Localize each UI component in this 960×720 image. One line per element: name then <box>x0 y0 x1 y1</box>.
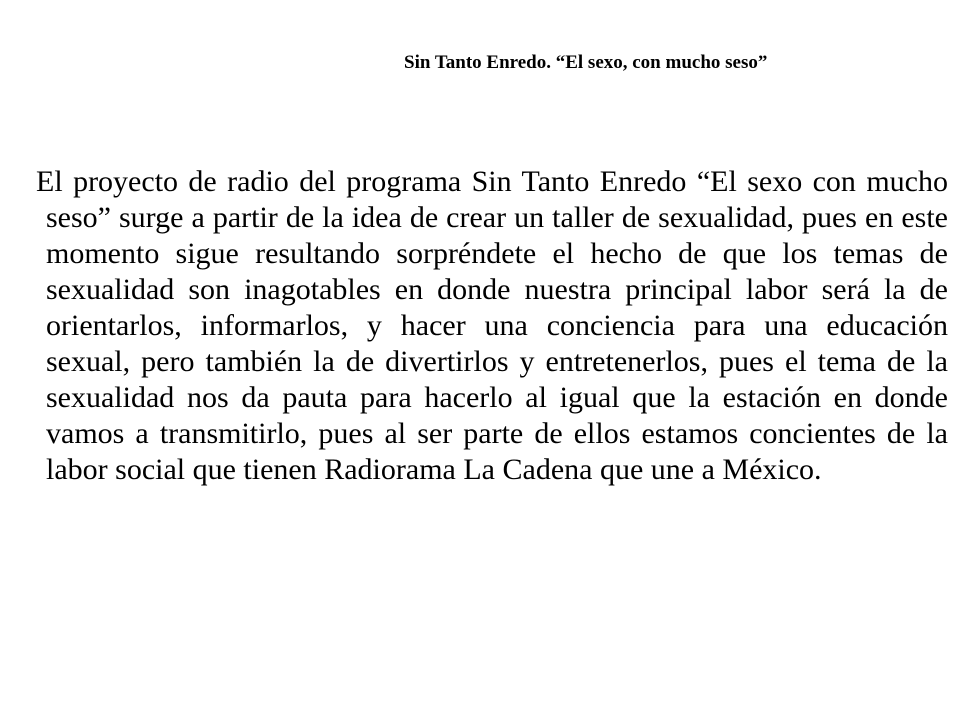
document-title: Sin Tanto Enredo. “El sexo, con mucho seso” <box>404 52 768 73</box>
body-paragraph: El proyecto de radio del programa Sin Tanto Enredo “El sexo con mucho seso” surge a partir de la idea de crear un taller de sexualidad, pues en este momento sigue resultando sorpréndete el hecho de que los temas de sexualidad son inagotables en donde nuestra principal labor será la de orientarlos, informarlos, y hacer una conciencia para una educación sexual, pero también la de divertirlos y entretenerlos, pues el tema de la sexualidad nos da pauta para hacerlo al igual que la estación en donde vamos a transmitirlo, pues al ser parte de ellos estamos concientes de la labor social que tienen Radiorama La Cadena que une a México. <box>36 165 948 486</box>
